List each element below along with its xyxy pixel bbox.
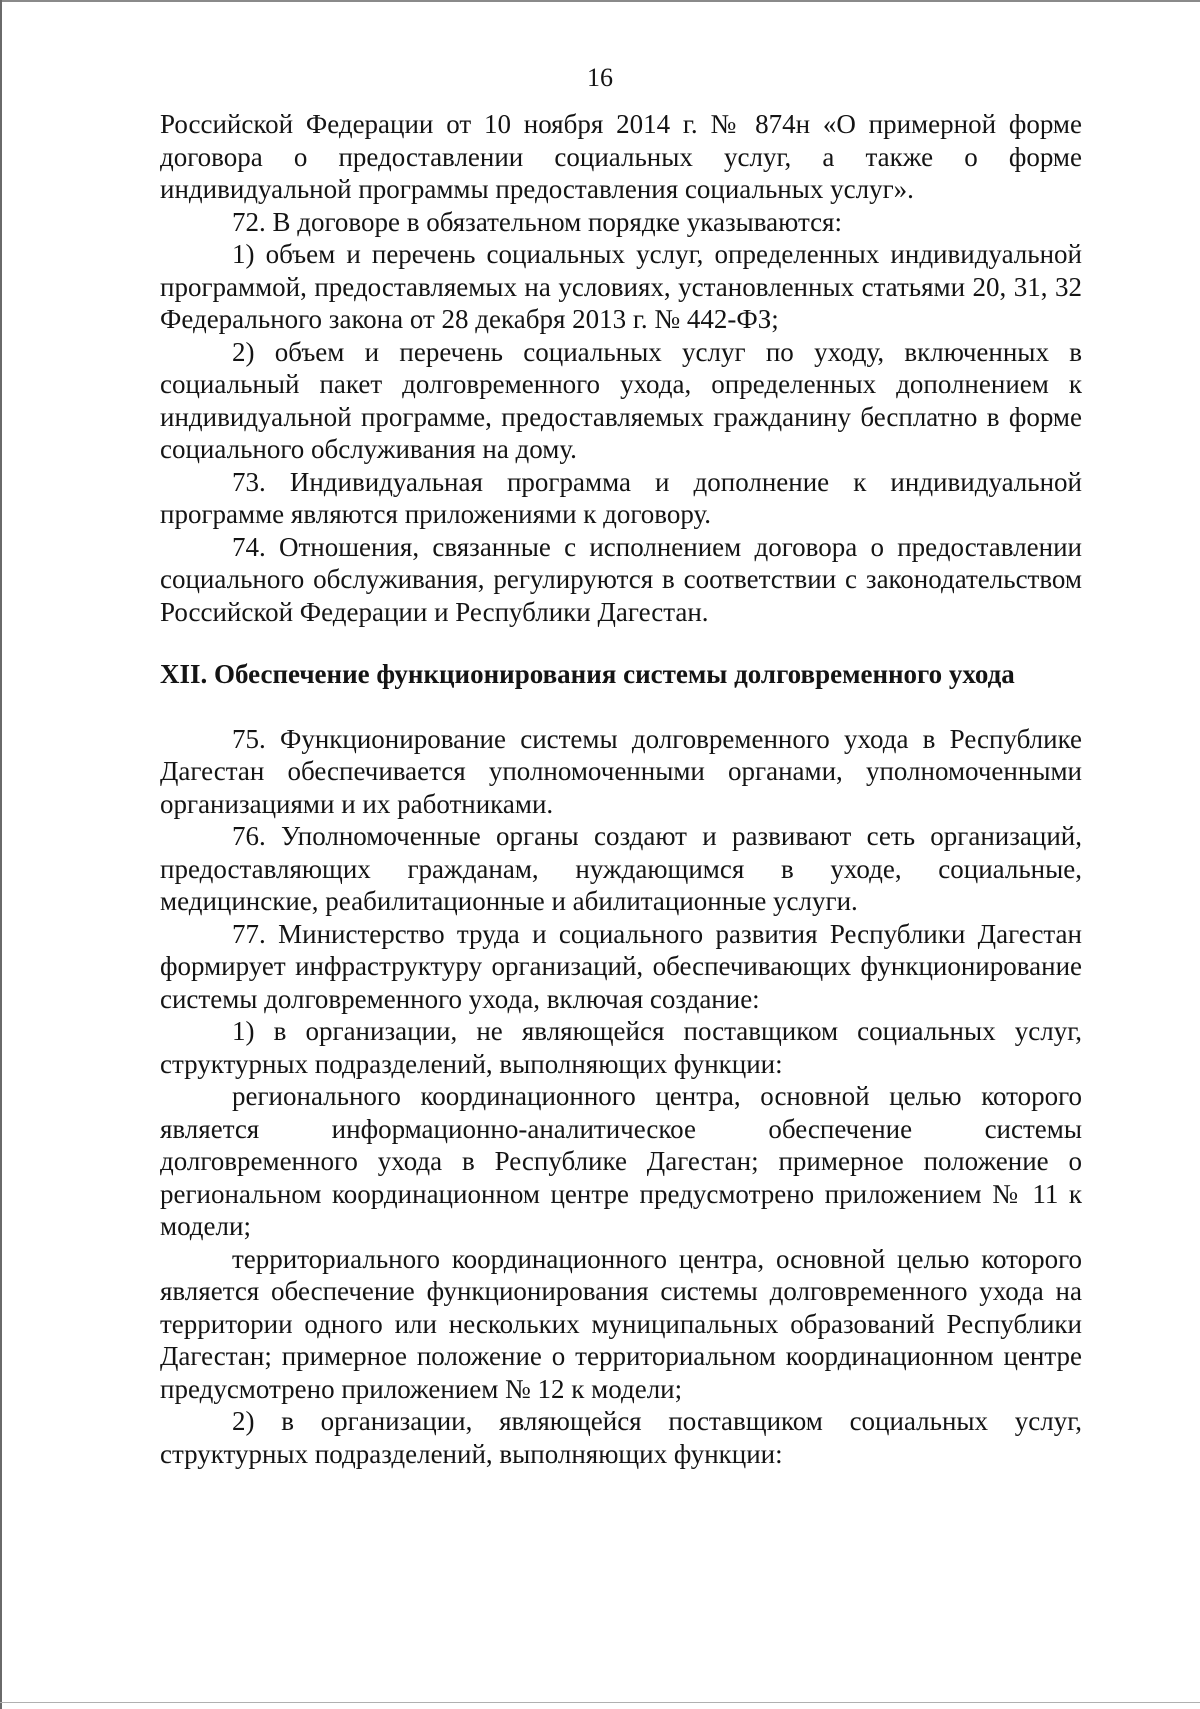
paragraph-72: 72. В договоре в обязательном порядке указываются: — [232, 206, 842, 237]
paragraph-77: 77. Министерство труда и социального развития Республики Дагестан формирует инфраструктуру организаций, обеспечивающих функционирование системы долговременного ухода, включая создание: — [160, 918, 1082, 1014]
paragraph-77-item-2: 2) в организации, являющейся поставщиком социальных услуг, структурных подразделений, выполняющих функции: — [160, 1406, 1082, 1469]
document-body — [160, 108, 1082, 1470]
section-title: XII. Обеспечение функционирования системы долговременного ухода — [160, 659, 1015, 689]
scan-edge-bottom — [0, 1702, 1200, 1703]
paragraph-77-item-1: 1) в организации, не являющейся поставщиком социальных услуг, структурных подразделений, выполняющих функции: — [160, 1016, 1082, 1079]
paragraph-73: 73. Индивидуальная программа и дополнение к индивидуальной программе являются приложениями к договору. — [160, 466, 1082, 529]
paragraph-76: 76. Уполномоченные органы создают и развивают сеть организаций, предоставляющих гражданам, нуждающимся в уходе, социальные, медицинские, реабилитационные и абилитационные услуги. — [160, 821, 1082, 916]
paragraph-continuation: Российской Федерации от 10 ноября 2014 г. № 874н «О примерной форме договора о предоставлении социальных услуг, а также о форме индивидуальной программы предоставления социальных услуг». — [160, 109, 1082, 204]
spacer — [160, 628, 1082, 658]
paragraph-72-item-1: 1) объем и перечень социальных услуг, определенных индивидуальной программой, предоставляемых на условиях, установленных статьями 20, 31, 32 Федерального закона от 28 декабря 2013 г. № 442-ФЗ; — [160, 239, 1082, 334]
spacer — [160, 691, 1082, 723]
paragraph-74: 74. Отношения, связанные с исполнением договора о предоставлении социального обслуживания, регулируются в соответствии с законодательством Российской Федерации и Республики Дагестан. — [160, 531, 1082, 627]
paragraph-75: 75. Функционирование системы долговременного ухода в Республике Дагестан обеспечивается уполномоченными органами, уполномоченными организациями и их работниками. — [160, 723, 1082, 819]
paragraph-territorial-center: территориального координационного центра, основной целью которого является обеспечение функционирования системы долговременного ухода на территории одного или нескольких муниципальных образований Республики Дагестан; примерное положение о территориальном координационном центре предусмотрено приложением № 12 к модели; — [160, 1243, 1082, 1404]
paragraph-regional-center: регионального координационного центра, основной целью которого является информационно-аналитическое обеспечение системы долговременного ухода в Республике Дагестан; примерное положение о региональном координационном центре предусмотрено приложением № 11 к модели; — [160, 1081, 1082, 1241]
page-number: 16 — [587, 63, 613, 92]
scan-edge-left — [0, 0, 2, 1709]
scan-edge-top — [0, 0, 1200, 2]
paragraph-72-item-2: 2) объем и перечень социальных услуг по уходу, включенных в социальный пакет долговременного ухода, определенных дополнением к индивидуальной программе, предоставляемых гражданину бесплатно в форме социального обслуживания на дому. — [160, 336, 1082, 464]
